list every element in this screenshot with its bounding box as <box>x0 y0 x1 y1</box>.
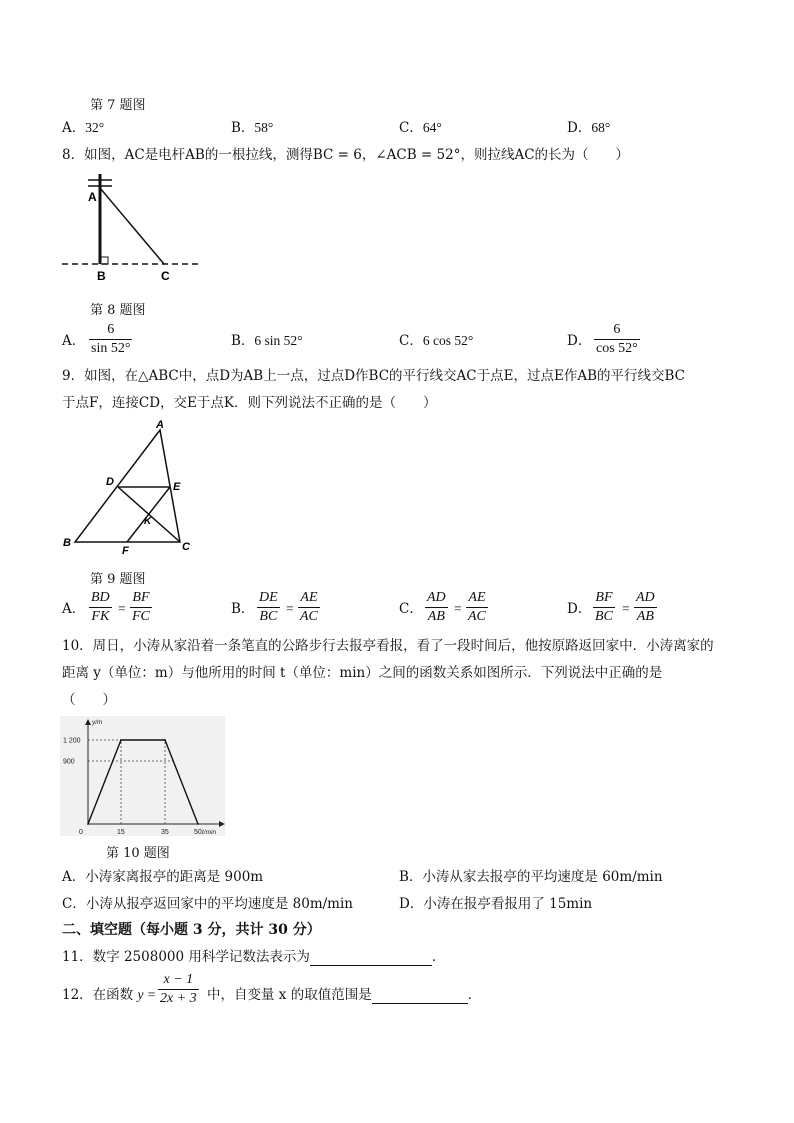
q12-suffix: 中，自变量 x 的取值范围是 <box>207 987 372 1003</box>
right-angle-mark <box>101 257 108 264</box>
q9-option-b-letter: B． <box>231 601 255 617</box>
numerator: 6 <box>613 322 621 337</box>
option-text: 小涛从报亭返回家中的平均速度是 80m/min <box>85 896 353 912</box>
numerator: x − 1 <box>163 972 194 987</box>
x-axis-label: t/min <box>202 829 217 836</box>
numerator: AD <box>636 590 655 605</box>
numerator: BD <box>91 590 110 605</box>
q9-figure <box>60 418 200 558</box>
numerator: DE <box>259 590 278 605</box>
option-text: 64° <box>422 120 442 135</box>
label-d: D <box>106 476 114 488</box>
q10-question-line2: 距离 y（单位：m）与他所用的时间 t（单位：min）之间的函数关系如图所示．下列说法中正确的是 <box>62 665 663 681</box>
option-letter: C． <box>62 896 86 912</box>
fraction-bar <box>130 607 152 608</box>
q7-option-b <box>231 119 273 137</box>
label-c: C <box>161 269 170 283</box>
q8-option-d-fraction <box>594 322 640 357</box>
numerator: BF <box>132 590 150 605</box>
equals-sign: = <box>286 601 294 616</box>
q8-option-a-fraction <box>89 322 132 357</box>
option-text: 小涛家离报亭的距离是 900m <box>85 869 264 885</box>
option-text: 58° <box>254 120 274 135</box>
option-letter: B． <box>231 333 255 349</box>
label-a: A <box>156 419 164 431</box>
label-b: B <box>97 269 106 283</box>
denominator: BC <box>259 609 278 624</box>
q11-text: 11．数字 2508000 用科学记数法表示为 <box>62 949 310 965</box>
option-letter: D． <box>399 896 424 912</box>
denominator: sin 52° <box>91 341 131 356</box>
q9-option-d-frac-left <box>593 590 615 625</box>
denominator: cos 52° <box>596 341 638 356</box>
answer-blank[interactable] <box>310 950 432 966</box>
x-tick-label: 50 <box>194 829 202 836</box>
q9-option-a-letter: A． <box>62 601 86 617</box>
option-text: 小涛在报亭看报用了 15min <box>423 896 593 912</box>
q9-option-d-letter: D． <box>567 601 592 617</box>
denominator: FC <box>132 609 150 624</box>
data-point <box>87 823 89 825</box>
q12-rest <box>207 986 481 1004</box>
q8-option-c <box>399 332 473 350</box>
fraction-bar <box>425 607 448 608</box>
numerator: AD <box>427 590 446 605</box>
fraction-bar <box>298 607 320 608</box>
equals-sign: = <box>454 601 462 616</box>
option-letter: B． <box>399 869 423 885</box>
q9-option-b-frac-right <box>298 590 320 625</box>
q11-end: ． <box>431 949 446 965</box>
data-point <box>197 823 199 825</box>
q9-option-a-frac-left <box>89 590 112 625</box>
option-letter: B． <box>231 120 255 136</box>
q8-option-d-letter: D． <box>567 333 592 349</box>
denominator: AB <box>636 609 654 624</box>
fraction-bar <box>593 607 615 608</box>
q10-option-c <box>62 895 353 913</box>
q7-option-c <box>399 119 442 137</box>
fraction-bar <box>594 339 640 340</box>
q9-option-c-letter: C． <box>399 601 423 617</box>
label-k: K <box>144 516 152 527</box>
q8-caption: 第 8 题图 <box>90 303 146 318</box>
q9-caption: 第 9 题图 <box>90 572 146 587</box>
section-heading: 二、填空题（每小题 3 分，共计 30 分） <box>62 922 321 938</box>
q12 <box>62 986 156 1004</box>
q9-option-b-frac-left <box>257 590 280 625</box>
numerator: BF <box>595 590 613 605</box>
label-c: C <box>182 541 190 553</box>
q10-question-line1: 10．周日，小涛从家沿着一条笔直的公路步行去报亭看报，看了一段时间后，他按原路返回家中．小涛离家的 <box>62 638 714 654</box>
cable-ac <box>100 188 164 264</box>
option-letter: A． <box>62 869 86 885</box>
x-tick-label: 35 <box>161 829 169 836</box>
fraction-bar <box>634 607 657 608</box>
q12-end: ． <box>467 987 482 1003</box>
fraction-bar <box>158 989 199 990</box>
option-letter: A． <box>62 120 86 136</box>
option-letter: C． <box>399 333 423 349</box>
data-point <box>120 739 122 741</box>
option-text: 6 sin 52° <box>254 333 303 348</box>
y-tick-label: 1 200 <box>63 737 81 745</box>
data-point <box>164 739 166 741</box>
label-b: B <box>63 537 71 549</box>
q8-figure <box>60 174 205 286</box>
q11 <box>62 948 445 966</box>
y-tick-label: 900 <box>63 758 75 766</box>
q9-option-d-frac-right <box>634 590 657 625</box>
fraction-bar <box>89 339 132 340</box>
option-text: 68° <box>591 120 611 135</box>
option-text: 6 cos 52° <box>422 333 474 348</box>
denominator: AC <box>300 609 318 624</box>
q7-option-d <box>567 119 610 137</box>
option-text: 小涛从家去报亭的平均速度是 60m/min <box>422 869 663 885</box>
fraction-bar <box>466 607 488 608</box>
denominator: BC <box>595 609 613 624</box>
q8-question-text: 8．如图，AC是电杆AB的一根拉线，测得BC = 6，∠ACB = 52°，则拉线AC的长为（ ） <box>62 147 630 163</box>
answer-blank[interactable] <box>372 988 468 1004</box>
q10-option-b <box>399 868 663 886</box>
q8-option-b <box>231 332 303 350</box>
q7-caption: 第 7 题图 <box>90 98 146 113</box>
fraction-bar <box>257 607 280 608</box>
label-a: A <box>88 190 97 204</box>
q10-option-d <box>399 895 592 913</box>
denominator: AB <box>427 609 445 624</box>
denominator: AC <box>468 609 486 624</box>
triangle-abc <box>75 430 180 542</box>
q12-function-fraction <box>158 972 199 1007</box>
denominator: FK <box>91 609 110 624</box>
x-tick-label: 15 <box>117 829 125 836</box>
q7-option-a <box>62 119 104 137</box>
y-axis-label: y/m <box>92 719 103 726</box>
q10-option-a <box>62 868 263 886</box>
q10-question-line3: （ ） <box>62 692 116 708</box>
numerator: AE <box>468 590 486 605</box>
q9-option-a-frac-right <box>130 590 152 625</box>
equals-sign: = <box>118 601 126 616</box>
function-y: y = <box>137 987 156 1002</box>
q9-option-c-frac-right <box>466 590 488 625</box>
option-text: 32° <box>85 120 105 135</box>
numerator: AE <box>300 590 318 605</box>
equals-sign: = <box>622 601 630 616</box>
option-letter: D． <box>567 120 592 136</box>
q9-option-c-frac-left <box>425 590 448 625</box>
chart-background <box>60 716 225 836</box>
option-letter: C． <box>399 120 423 136</box>
x-tick-label: 0 <box>79 829 83 836</box>
denominator: 2x + 3 <box>160 991 197 1006</box>
label-f: F <box>122 545 129 557</box>
q12-prefix: 12．在函数 <box>62 987 134 1003</box>
q10-distance-time-chart <box>60 716 225 836</box>
segment-cd <box>118 487 180 542</box>
q8-option-a-letter: A． <box>62 333 86 349</box>
numerator: 6 <box>107 322 115 337</box>
q9-question-line2: 于点F，连接CD，交E于点K．则下列说法不正确的是（ ） <box>62 395 437 411</box>
q9-question-line1: 9．如图，在△ABC中，点D为AB上一点，过点D作BC的平行线交AC于点E，过点E作AB的平行线交BC <box>62 368 685 384</box>
q10-caption: 第 10 题图 <box>106 846 170 861</box>
label-e: E <box>173 481 181 493</box>
fraction-bar <box>89 607 112 608</box>
